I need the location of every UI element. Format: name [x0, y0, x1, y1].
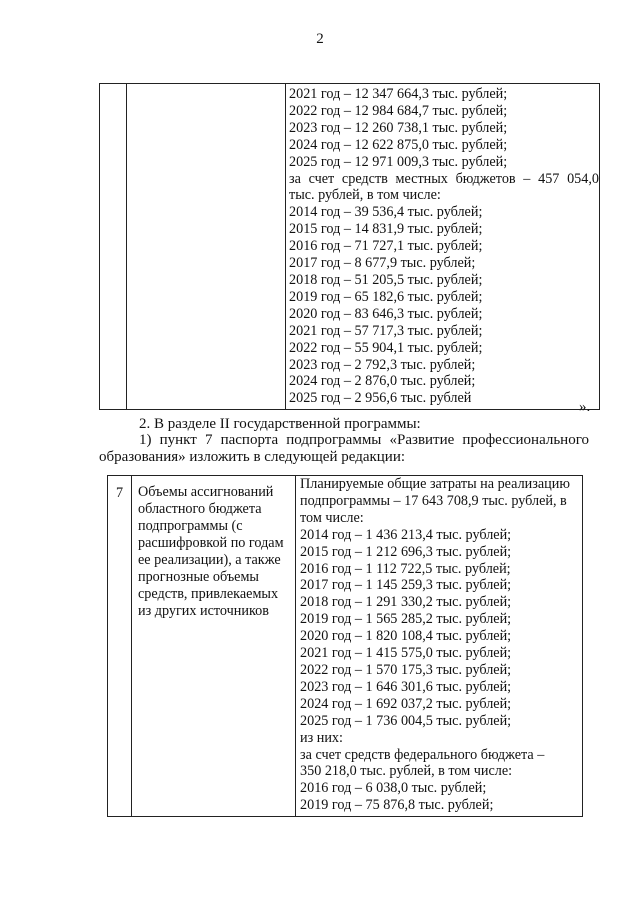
- budget-table-continued: [99, 83, 600, 410]
- table-line: за счет средств местных бюджетов – 457 054,0: [289, 170, 599, 187]
- table-line: 2022 год – 55 904,1 тыс. рублей;: [289, 339, 483, 356]
- value-line: 2016 год – 6 038,0 тыс. рублей;: [300, 780, 487, 797]
- paragraph-item-1: 1) пункт 7 паспорта подпрограммы «Развитие профессионального: [139, 432, 589, 448]
- table-line: 2020 год – 83 646,3 тыс. рублей;: [289, 305, 483, 322]
- value-line: 2023 год – 1 646 301,6 тыс. рублей;: [300, 678, 512, 695]
- table-line: 2024 год – 12 622 875,0 тыс. рублей;: [289, 136, 508, 153]
- table-cell-values: [286, 84, 600, 410]
- label-line: расшифровкой по годам: [138, 535, 284, 551]
- table-cell-number: [108, 476, 132, 817]
- value-line: 2020 год – 1 820 108,4 тыс. рублей;: [300, 628, 512, 645]
- value-line: 2024 год – 1 692 037,2 тыс. рублей;: [300, 695, 512, 712]
- value-line: 2019 год – 1 565 285,2 тыс. рублей;: [300, 611, 512, 628]
- table-cell-label: [127, 84, 286, 410]
- subprogram-passport-table: [107, 475, 583, 817]
- table-line: 2023 год – 2 792,3 тыс. рублей;: [289, 356, 476, 373]
- table-line: 2025 год – 2 956,6 тыс. рублей: [289, 390, 472, 407]
- table-line: 2017 год – 8 677,9 тыс. рублей;: [289, 255, 476, 272]
- paragraph-section-ii: 2. В разделе II государственной программы:: [139, 416, 421, 432]
- closing-quote: ».: [579, 399, 591, 415]
- row-number: 7: [115, 485, 124, 501]
- label-line: средств, привлекаемых: [138, 586, 279, 602]
- table-line: 2021 год – 12 347 664,3 тыс. рублей;: [289, 86, 508, 102]
- label-line: подпрограммы (с: [138, 518, 243, 534]
- value-line: 2018 год – 1 291 330,2 тыс. рублей;: [300, 594, 512, 611]
- value-line: 2017 год – 1 145 259,3 тыс. рублей;: [300, 577, 512, 594]
- paragraph-item-1-continued: образования» изложить в следующей редакции:: [99, 449, 406, 465]
- label-line: ее реализации), а также: [138, 552, 281, 568]
- label-line: областного бюджета: [138, 501, 262, 517]
- table-line: 2024 год – 2 876,0 тыс. рублей;: [289, 373, 476, 390]
- label-line: прогнозные объемы: [138, 569, 259, 585]
- value-line: 2019 год – 75 876,8 тыс. рублей;: [300, 797, 494, 814]
- value-line: 2015 год – 1 212 696,3 тыс. рублей;: [300, 543, 512, 560]
- table-line: 2023 год – 12 260 738,1 тыс. рублей;: [289, 119, 508, 136]
- value-line: 2021 год – 1 415 575,0 тыс. рублей;: [300, 645, 512, 662]
- table-cell-label: [132, 476, 296, 817]
- table-line: 2019 год – 65 182,6 тыс. рублей;: [289, 288, 483, 305]
- table-line: 2018 год – 51 205,5 тыс. рублей;: [289, 271, 483, 288]
- page-number: 2: [316, 31, 324, 47]
- label-line: Объемы ассигнований: [138, 484, 274, 500]
- label-line: из других источников: [138, 603, 269, 619]
- value-line: подпрограммы – 17 643 708,9 тыс. рублей, в: [300, 492, 567, 509]
- value-line: 2014 год – 1 436 213,4 тыс. рублей;: [300, 526, 512, 543]
- value-line: Планируемые общие затраты на реализацию: [300, 476, 570, 492]
- table-cell-number: [100, 84, 127, 410]
- value-line: 2016 год – 1 112 722,5 тыс. рублей;: [300, 560, 511, 577]
- value-line: из них:: [300, 729, 343, 746]
- table-line: 2022 год – 12 984 684,7 тыс. рублей;: [289, 102, 508, 119]
- table-line: 2021 год – 57 717,3 тыс. рублей;: [289, 322, 483, 339]
- value-line: за счет средств федерального бюджета –: [300, 746, 545, 763]
- value-line: 2025 год – 1 736 004,5 тыс. рублей;: [300, 712, 512, 729]
- value-line: 2022 год – 1 570 175,3 тыс. рублей;: [300, 661, 512, 678]
- table-cell-values: [296, 476, 583, 817]
- table-line: 2015 год – 14 831,9 тыс. рублей;: [289, 221, 483, 238]
- table-line: тыс. рублей, в том числе:: [289, 187, 441, 204]
- table-line: 2016 год – 71 727,1 тыс. рублей;: [289, 238, 483, 255]
- value-line: 350 218,0 тыс. рублей, в том числе:: [300, 763, 513, 780]
- table-line: 2014 год – 39 536,4 тыс. рублей;: [289, 204, 483, 221]
- value-line: том числе:: [300, 509, 364, 526]
- table-line: 2025 год – 12 971 009,3 тыс. рублей;: [289, 153, 508, 170]
